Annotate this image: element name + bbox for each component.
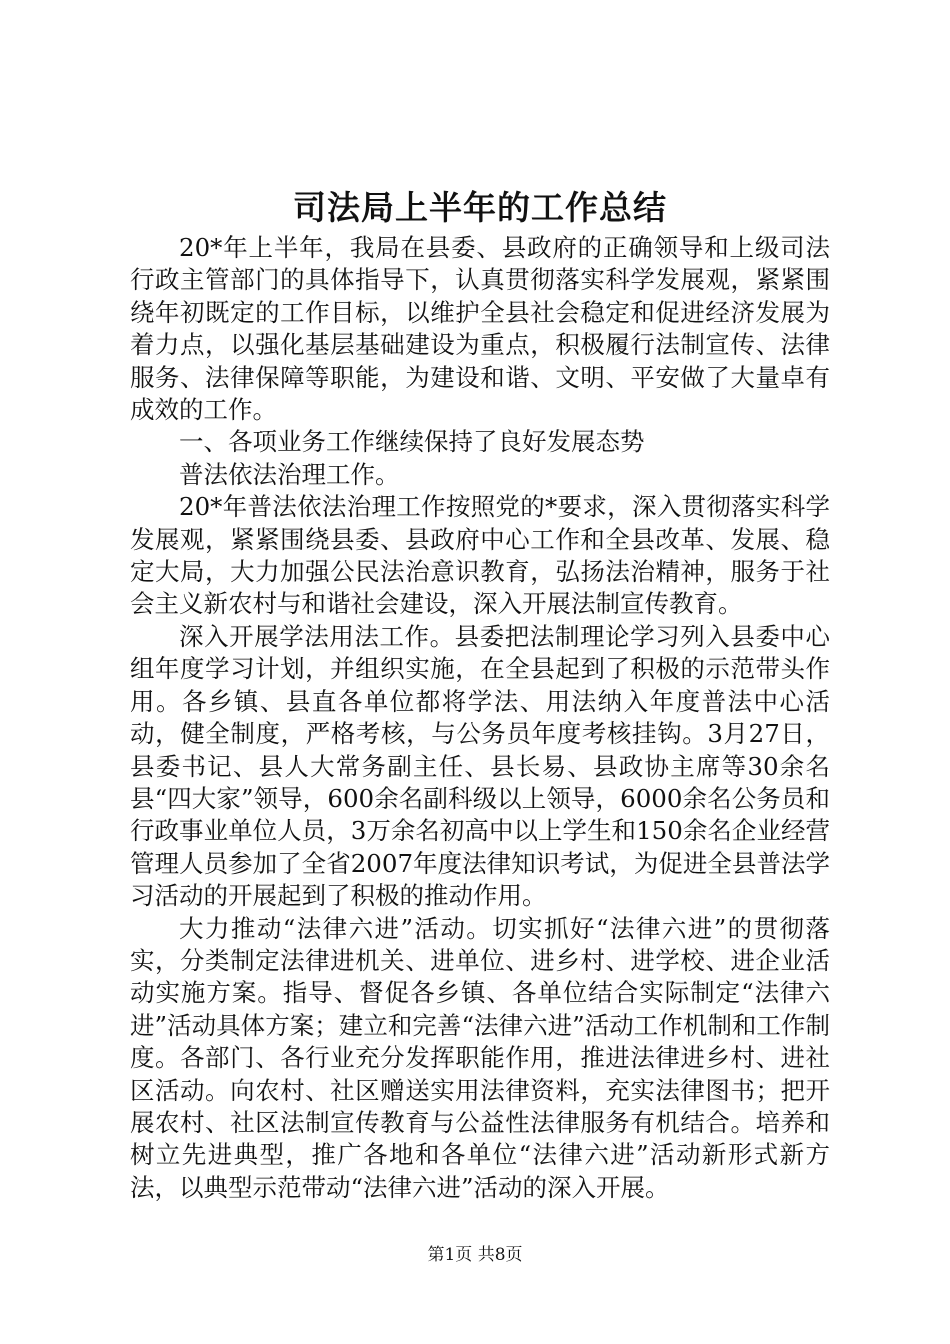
paragraph-study-law: 深入开展学法用法工作。县委把法制理论学习列入县委中心组年度学习计划，并组织实施，在全县起到了积极的示范带头作用。各乡镇、县直各单位都将学法、用法纳入年度普法中心活动，健全制度，严格考核，与公务员年度考核挂钩。3月27日，县委书记、县人大常务副主任、县长易、县政协主席等30余名县“四大家”领导，600余名副科级以上领导，6000余名公务员和行政事业单位人员，3万余名初高中以上学生和150余名企业经营管理人员参加了全省2007年度法律知识考试，为促进全县普法学习活动的开展起到了积极的推动作用。 <box>130 621 830 911</box>
section-heading: 一、各项业务工作继续保持了良好发展态势 <box>179 427 645 457</box>
page-number-footer: 第1页 共8页 <box>427 1245 523 1265</box>
paragraph-legal-governance: 20*年普法依法治理工作按照党的*要求，深入贯彻落实科学发展观，紧紧围绕县委、县政府中心工作和全县改革、发展、稳定大局，大力加强公民法治意识教育，弘扬法治精神，服务于社会主义新农村与和谐社会建设，深入开展法制宣传教育。 <box>130 492 830 619</box>
document-title: 司法局上半年的工作总结 <box>293 188 667 227</box>
document-page <box>130 186 830 1204</box>
subsection-heading: 普法依法治理工作。 <box>179 459 400 489</box>
paragraph-intro: 20*年上半年，我局在县委、县政府的正确领导和上级司法行政主管部门的具体指导下，认真贯彻落实科学发展观，紧紧围绕年初既定的工作目标，以维护全县社会稳定和促进经济发展为着力点，以强化基层基础建设为重点，积极履行法制宣传、法律服务、法律保障等职能，为建设和谐、文明、平安做了大量卓有成效的工作。 <box>130 233 830 425</box>
paragraph-law-six-entries: 大力推动“法律六进”活动。切实抓好“法律六进”的贯彻落实，分类制定法律进机关、进单位、进乡村、进学校、进企业活动实施方案。指导、督促各乡镇、各单位结合实际制定“法律六进”活动具体方案；建立和完善“法律六进”活动工作机制和工作制度。各部门、各行业充分发挥职能作用，推进法律进乡村、进社区活动。向农村、社区赠送实用法律资料，充实法律图书；把开展农村、社区法制宣传教育与公益性法律服务有机结合。培养和树立先进典型，推广各地和各单位“法律六进”活动新形式新方法，以典型示范带动“法律六进”活动的深入开展。 <box>130 913 830 1202</box>
